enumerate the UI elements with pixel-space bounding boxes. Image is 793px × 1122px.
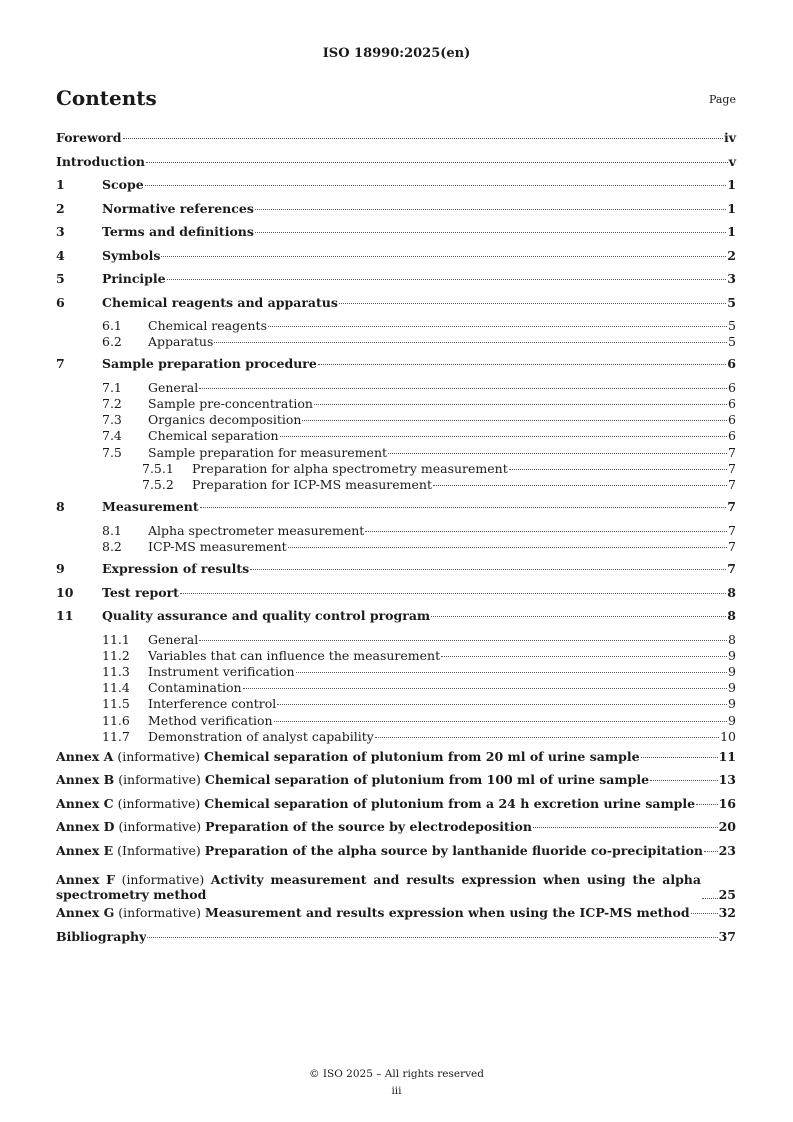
toc-entry-number: 1 xyxy=(56,177,65,192)
dot-leader xyxy=(167,279,727,280)
toc-entry-page: 7 xyxy=(728,522,736,538)
toc-entry-number: 7.3 xyxy=(102,412,122,428)
annex-type: (informative) xyxy=(118,819,202,835)
toc-entry[interactable] xyxy=(56,318,736,334)
toc-entry-label: Organics decomposition xyxy=(148,412,302,428)
toc-entry-number: 9 xyxy=(56,561,65,577)
toc-entry[interactable] xyxy=(56,445,736,461)
toc-entry-label: Normative references xyxy=(102,200,254,216)
dot-leader xyxy=(268,326,727,327)
toc-entry-page: 6 xyxy=(727,356,736,372)
dot-leader xyxy=(704,851,718,852)
toc-annex-label-block xyxy=(56,872,701,902)
annex-name: Annex F xyxy=(56,872,116,888)
toc-entry-number: 4 xyxy=(56,247,65,263)
toc-entry[interactable] xyxy=(56,396,736,412)
toc-annex-page: 23 xyxy=(718,842,736,858)
annex-title: Measurement and results expression when using the ICP-MS method xyxy=(205,905,690,921)
toc-entry-label: Symbols xyxy=(102,247,161,263)
annex-title: Preparation of the source by electrodeposition xyxy=(205,819,532,835)
dot-leader xyxy=(314,404,727,405)
annex-name: Annex D xyxy=(56,819,115,835)
toc-annex-label-block xyxy=(56,772,649,787)
toc-entry-page: 6 xyxy=(728,396,736,412)
toc-entry-number: 11 xyxy=(56,608,74,624)
toc-entry-number: 7.5.2 xyxy=(142,477,174,492)
toc-annex-label-block xyxy=(56,796,695,811)
dot-leader xyxy=(199,388,727,389)
toc-entry-page: 10 xyxy=(720,728,736,744)
toc-entry-number: 7.1 xyxy=(102,379,122,395)
toc-entry-label: Contamination xyxy=(148,680,242,696)
toc-annex-page: 32 xyxy=(718,905,736,921)
toc-entry-number: 7.5.1 xyxy=(142,460,174,476)
toc-entry-label: Instrument verification xyxy=(148,663,295,679)
toc-entry[interactable] xyxy=(56,201,736,225)
toc-entry-number: 11.1 xyxy=(102,631,130,647)
toc-entry-page: 9 xyxy=(728,663,736,679)
annex-title: Chemical separation of plutonium from 20 ml of urine sample xyxy=(204,748,640,764)
toc-entry-label: Method verification xyxy=(148,712,273,728)
toc-annex-page: 13 xyxy=(718,772,736,788)
dot-leader xyxy=(274,721,727,722)
toc-entry-label: Terms and definitions xyxy=(102,224,254,239)
toc-entry-label: Alpha spectrometer measurement xyxy=(148,522,365,538)
dot-leader xyxy=(441,656,727,657)
toc-entry[interactable] xyxy=(56,664,736,680)
annex-type: (informative) xyxy=(121,872,205,888)
toc-annex-label-block xyxy=(56,843,703,858)
toc-entry[interactable] xyxy=(56,608,736,632)
dot-leader xyxy=(696,804,717,805)
dot-leader xyxy=(431,616,726,617)
toc-entry-page: 9 xyxy=(728,712,736,728)
toc-entry-page: 5 xyxy=(727,294,736,310)
toc-entry-number: 11.4 xyxy=(102,680,130,696)
dot-leader xyxy=(288,547,727,548)
dot-leader xyxy=(147,937,717,938)
toc-entry-page: 1 xyxy=(727,200,736,216)
toc-entry[interactable] xyxy=(56,295,736,319)
dot-leader xyxy=(375,737,719,738)
annex-name: Annex A xyxy=(56,748,114,764)
toc-entry-number: 6 xyxy=(56,294,65,310)
toc-entry-page: 1 xyxy=(727,224,736,239)
toc-entry-label: Foreword xyxy=(56,130,122,145)
toc-entry-page: 5 xyxy=(728,318,736,333)
dot-leader xyxy=(702,898,718,899)
toc-entry-page: 5 xyxy=(728,334,736,350)
toc-entry-number: 8.1 xyxy=(102,522,122,538)
toc-entry-label: Demonstration of analyst capability xyxy=(148,728,374,744)
toc-entry[interactable] xyxy=(56,632,736,648)
toc-entry[interactable] xyxy=(56,729,736,745)
toc-annex-entry[interactable] xyxy=(56,819,736,843)
toc-entry-label: Measurement xyxy=(102,499,199,515)
toc-entry-page: v xyxy=(728,153,736,169)
toc-annex-label-block xyxy=(56,819,532,834)
toc-annex-entry[interactable] xyxy=(56,905,736,929)
dot-leader xyxy=(509,469,727,470)
toc-entry-label: Variables that can influence the measurement xyxy=(148,647,441,663)
toc-entry-label: General xyxy=(148,631,199,647)
annex-type: (informative) xyxy=(118,905,202,921)
toc-entry[interactable] xyxy=(56,713,736,729)
dot-leader xyxy=(339,303,726,304)
toc-entry-page: 9 xyxy=(728,647,736,663)
toc-entry-page: 6 xyxy=(728,379,736,395)
toc-entry-label: Chemical reagents xyxy=(148,318,268,333)
toc-annex-label-block xyxy=(56,905,690,920)
annex-type: (informative) xyxy=(117,795,201,811)
toc-entry[interactable] xyxy=(56,334,736,350)
dot-leader xyxy=(200,507,727,508)
toc-entry-number: 11.6 xyxy=(102,712,130,728)
toc-entry-label: Preparation for alpha spectrometry measurement xyxy=(192,460,508,476)
toc-entry-page: 2 xyxy=(727,247,736,263)
annex-title: Activity measurement and results expression when using the alpha spectrometry method xyxy=(56,872,701,903)
toc-entry[interactable] xyxy=(56,248,736,272)
dot-leader xyxy=(318,364,726,365)
annex-type: (informative) xyxy=(117,748,201,764)
annex-title: Chemical separation of plutonium from 100 ml of urine sample xyxy=(204,772,650,788)
toc-annex-page: 16 xyxy=(718,795,736,811)
toc-entry[interactable] xyxy=(56,428,736,444)
toc-entry[interactable] xyxy=(56,271,736,295)
toc-entry[interactable] xyxy=(56,130,736,154)
toc-entry[interactable] xyxy=(56,648,736,664)
toc-entry-page: 8 xyxy=(727,584,736,600)
toc-entry-label: Scope xyxy=(102,177,144,192)
toc-entry-label: Bibliography xyxy=(56,928,147,944)
toc-entry-page: 7 xyxy=(727,561,736,577)
toc-entry-number: 11.2 xyxy=(102,647,130,663)
toc-entry-label: Interference control xyxy=(148,696,277,712)
toc-entry-label: Preparation for ICP-MS measurement xyxy=(192,477,432,492)
toc-entry-label: Sample preparation procedure xyxy=(102,356,317,372)
dot-leader xyxy=(146,162,728,163)
toc-entry-number: 8.2 xyxy=(102,538,122,554)
toc-entry-page: 8 xyxy=(728,631,736,647)
copyright-notice: © ISO 2025 – All rights reserved xyxy=(309,1068,484,1080)
dot-leader xyxy=(388,453,727,454)
dot-leader xyxy=(214,342,727,343)
dot-leader xyxy=(199,640,727,641)
toc-entry-number: 7 xyxy=(56,356,65,372)
toc-entry-number: 11.7 xyxy=(102,728,130,744)
toc-annex-entry[interactable] xyxy=(56,843,736,867)
toc-entry-page: 9 xyxy=(728,680,736,696)
toc-entry-page: 7 xyxy=(728,477,736,492)
dot-leader xyxy=(123,138,723,139)
document-id-header: ISO 18990:2025(en) xyxy=(322,46,471,61)
dot-leader xyxy=(255,232,726,233)
dot-leader xyxy=(691,913,718,914)
toc-entry[interactable] xyxy=(56,154,736,178)
annex-name: Annex C xyxy=(56,795,114,811)
toc-entry-page: 7 xyxy=(728,538,736,554)
toc-entry[interactable] xyxy=(56,461,736,477)
toc-entry[interactable] xyxy=(56,539,736,555)
toc-entry-label: General xyxy=(148,379,199,395)
toc-entry-page: 3 xyxy=(727,271,736,286)
dot-leader xyxy=(280,436,727,437)
toc-entry-page: 7 xyxy=(727,499,736,515)
toc-bibliography-entry[interactable] xyxy=(56,929,736,953)
annex-name: Annex G xyxy=(56,905,115,921)
toc-annex-entry[interactable] xyxy=(56,796,736,820)
toc-entry[interactable] xyxy=(56,380,736,396)
annex-name: Annex B xyxy=(56,772,115,788)
toc-annex-page: 25 xyxy=(718,887,736,903)
toc-entry-label: Sample pre-concentration xyxy=(148,396,313,412)
toc-entry-number: 2 xyxy=(56,200,65,216)
toc-entry-page: 7 xyxy=(728,460,736,476)
toc-entry-page: 37 xyxy=(718,928,736,944)
toc-annex-entry[interactable] xyxy=(56,772,736,796)
toc-entry[interactable] xyxy=(56,356,736,380)
dot-leader xyxy=(145,185,727,186)
toc-entry[interactable] xyxy=(56,523,736,539)
dot-leader xyxy=(533,827,718,828)
toc-entry[interactable] xyxy=(56,499,736,523)
toc-entry-page: 7 xyxy=(728,444,736,460)
toc-entry-number: 5 xyxy=(56,271,65,286)
toc-entry-label: Apparatus xyxy=(148,334,214,350)
toc-entry-page: 8 xyxy=(727,608,736,624)
toc-entry[interactable] xyxy=(56,224,736,248)
dot-leader xyxy=(650,780,718,781)
page-footer xyxy=(0,1066,793,1100)
toc-entry[interactable] xyxy=(56,412,736,428)
toc-entry-page: 9 xyxy=(728,696,736,712)
page-title: Contents xyxy=(56,86,157,110)
toc-entry-label: ICP-MS measurement xyxy=(148,538,287,554)
toc-entry-label: Test report xyxy=(102,584,179,600)
toc-entry-label: Principle xyxy=(102,271,166,286)
annex-title: Chemical separation of plutonium from a 24 h excretion urine sample xyxy=(204,795,696,811)
toc-entry-label: Sample preparation for measurement xyxy=(148,444,388,460)
dot-leader xyxy=(302,420,727,421)
toc-entry[interactable] xyxy=(56,696,736,712)
toc-entry-number: 6.2 xyxy=(102,334,122,350)
toc-entry-page: iv xyxy=(723,130,736,145)
annex-name: Annex E xyxy=(56,842,114,858)
dot-leader xyxy=(641,757,718,758)
toc-entry-number: 7.2 xyxy=(102,396,122,412)
toc-entry-number: 7.4 xyxy=(102,428,122,444)
toc-entry-label: Quality assurance and quality control program xyxy=(102,608,431,624)
page-number: iii xyxy=(391,1085,402,1097)
annex-type: (Informative) xyxy=(117,842,201,858)
toc-entry-number: 7.5 xyxy=(102,444,122,460)
toc-entry-number: 11.3 xyxy=(102,663,130,679)
page-column-label: Page xyxy=(708,93,736,106)
toc-entry-page: 6 xyxy=(728,428,736,444)
toc-annex-entry[interactable] xyxy=(56,866,736,902)
toc-entry-label: Expression of results xyxy=(102,561,250,577)
toc-entry-page: 1 xyxy=(727,177,736,192)
toc-entry[interactable] xyxy=(56,477,736,493)
toc-entry[interactable] xyxy=(56,680,736,696)
toc-annex-entry[interactable] xyxy=(56,749,736,773)
toc-annex-page: 11 xyxy=(718,748,736,764)
toc-entry-label: Introduction xyxy=(56,153,146,169)
toc-entry-page: 6 xyxy=(728,412,736,428)
dot-leader xyxy=(161,256,726,257)
dot-leader xyxy=(255,209,726,210)
toc-entry[interactable] xyxy=(56,585,736,609)
toc-entry-number: 3 xyxy=(56,224,65,239)
toc-entry-number: 8 xyxy=(56,499,65,515)
annex-title: Preparation of the alpha source by lanthanide fluoride co-precipitation xyxy=(204,842,703,858)
dot-leader xyxy=(250,569,726,570)
toc-entry-number: 11.5 xyxy=(102,696,130,712)
toc-entry-number: 6.1 xyxy=(102,318,122,333)
dot-leader xyxy=(180,593,726,594)
dot-leader xyxy=(296,672,727,673)
toc-entry-number: 10 xyxy=(56,584,74,600)
toc-entry[interactable] xyxy=(56,561,736,585)
dot-leader xyxy=(277,704,727,705)
dot-leader xyxy=(243,688,727,689)
toc-annex-label-block xyxy=(56,749,640,764)
toc-entry-label: Chemical separation xyxy=(148,428,279,444)
toc-entry[interactable] xyxy=(56,177,736,201)
dot-leader xyxy=(433,485,727,486)
dot-leader xyxy=(365,531,727,532)
table-of-contents xyxy=(56,130,736,952)
annex-type: (informative) xyxy=(118,772,201,788)
toc-entry-label: Chemical reagents and apparatus xyxy=(102,294,338,310)
toc-annex-page: 20 xyxy=(718,819,736,835)
